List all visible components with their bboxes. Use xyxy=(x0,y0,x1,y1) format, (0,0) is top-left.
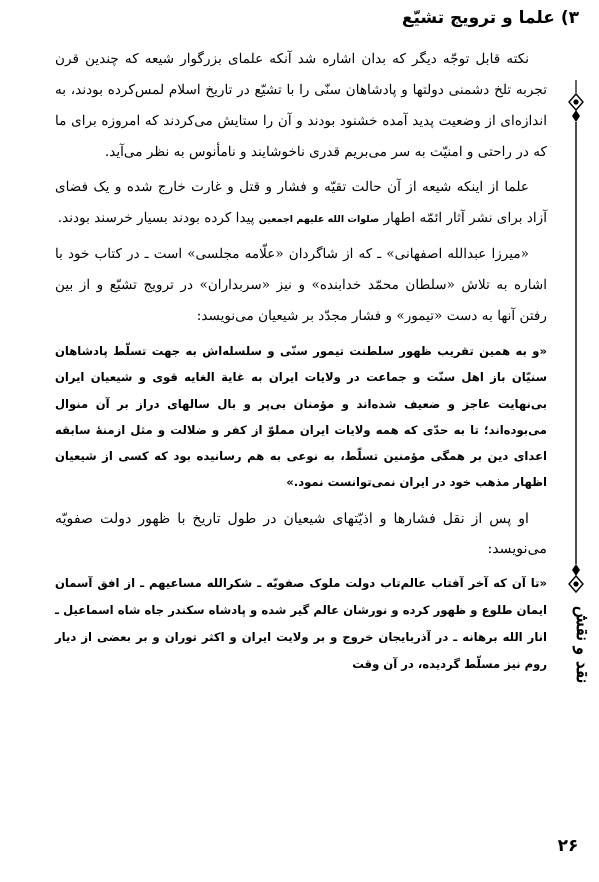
top-ornament-icon xyxy=(569,94,583,122)
margin-book-title: نقد و نقش xyxy=(572,606,592,684)
quotation-1: «و به همین تقریب ظهور سلطنت تیمور سنّی و سلسله‌اش به جهت تسلّط پادشاهان سنیّان باز اهل سنّت و جماعت در ولایات ایران به غایة الغایه قوی و شیعیان ایران بی‌نهایت عاجز و ضعیف شده‌اند و مؤمنان بی‌پر و بال سالهای دراز بر آن منوال می‌بوده‌اند؛ تا به حدّی که همه ولایات ایران مملوّ از کفر و ضلالت و مثل ازمنهٔ سابقه اعدای دین بر همگی مؤمنین تسلّط، به نوعی به هم رسانیده بود که کسی از شیعیان اظهار مذهب خود در ایران نمی‌توانست نمود.» xyxy=(55,344,547,490)
honorific-phrase: صلوات الله علیهم اجمعین xyxy=(258,214,380,225)
body-text xyxy=(55,44,547,686)
page-number: ۲۶ xyxy=(557,836,579,856)
paragraph-2-text: علما از اینکه شیعه از آن حالت تقیّه و فشار و قتل و غارت خارج شده و یک فضای آزاد برای نشر آثار ائمّه اطهار xyxy=(55,179,547,226)
quotation-2: «تا آن که آخر آفتاب عالم‌تاب دولت ملوک صفویّه ـ شکرالله مساعیهم ـ از افق آسمان ایمان طلوع و ظهور کرده و نورشان عالم گیر شده و پادشاه سکندر جاه شاه اسماعیل ـ انار الله برهانه ـ در آذربایجان خروج و بر ولایت ایران و اکثر توران و بر بعضی از دیار روم نیز مسلّط گردیده، در آن وقت xyxy=(55,575,547,671)
paragraph-2 xyxy=(55,172,547,235)
paragraph-3: «میرزا عبدالله اصفهانی» ـ که از شاگردان «علّامه مجلسی» است ـ در کتاب خود با اشاره به تلاش «سلطان محمّد خدابنده» و نیز «سربداران» در ترویج تشیّع و از بین رفتن آنها به دست «تیمور» و فشار مجدّد بر شیعیان می‌نویسد: xyxy=(55,246,547,324)
paragraph-1: نکته قابل توجّه دیگر که بدان اشاره شد آنکه علمای بزرگوار شیعه که چندین قرن تجربه تلخ دشمنی دولتها و پادشاهان سنّی را با تشیّع در تاریخ اسلام لمس‌کرده بودند، به اندازه‌ای از وضعیت پدید آمده خشنود بودند و آن را ستایش می‌کردند که امروزه برای ما که در راحتی و امنیّت به سر می‌بریم قدری ناخوشایند و نامأنوس به نظر می‌آید. xyxy=(55,51,547,160)
section-heading: ۳) علما و ترویج تشیّع xyxy=(401,8,579,28)
paragraph-4: او پس از نقل فشارها و اذیّتهای شیعیان در طول تاریخ با ظهور دولت صفویّه می‌نویسد: xyxy=(55,510,547,557)
paragraph-2-end: پیدا کرده بودند بسیار خرسند بودند. xyxy=(57,210,255,226)
